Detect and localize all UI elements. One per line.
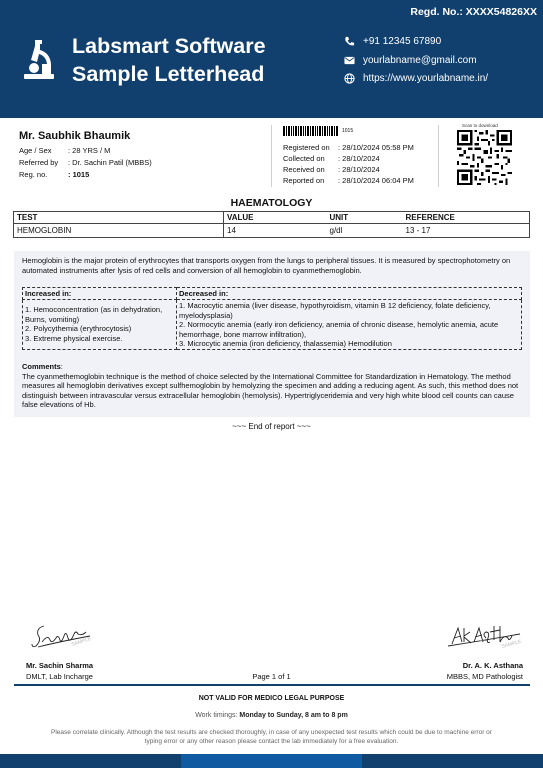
lab-name bbox=[72, 32, 266, 88]
phone-number: +91 12345 67890 bbox=[363, 36, 442, 47]
decreased-heading: Decreased in: bbox=[177, 288, 522, 300]
age-sex-label: Age / Sex bbox=[19, 146, 52, 155]
reported-value: : 28/10/2024 06:04 PM bbox=[338, 176, 414, 185]
received-on bbox=[283, 165, 380, 174]
not-valid-notice: NOT VALID FOR MEDICO LEGAL PURPOSE bbox=[198, 695, 345, 702]
contact-website bbox=[344, 73, 488, 84]
signature-right bbox=[446, 620, 524, 652]
test-unit: g/dl bbox=[327, 224, 403, 238]
signatory-right-name: Dr. A. K. Asthana bbox=[462, 661, 523, 670]
increased-list bbox=[23, 300, 177, 350]
globe-icon bbox=[344, 73, 355, 84]
results-header-row bbox=[14, 212, 530, 224]
list-item: 1. Macrocytic anemia (liver disease, hypothyroidism, vitamin B 12 deficiency, folate deficiency, myelodysplasia) bbox=[179, 301, 491, 320]
letterhead-header bbox=[0, 0, 543, 118]
lab-name-line2: Sample Letterhead bbox=[72, 62, 265, 86]
signatory-left-degree: DMLT, Lab Incharge bbox=[26, 672, 93, 681]
signatory-right-degree: MBBS, MD Pathologist bbox=[446, 672, 523, 681]
registered-value: : 28/10/2024 05:58 PM bbox=[338, 143, 414, 152]
increased-heading: Increased in: bbox=[23, 288, 177, 300]
footer-bar-accent bbox=[181, 754, 362, 768]
collected-value: : 28/10/2024 bbox=[338, 154, 380, 163]
phone-icon bbox=[344, 36, 355, 47]
registered-label: Registered on bbox=[283, 143, 330, 152]
page-number: Page 1 of 1 bbox=[252, 672, 291, 681]
test-value: 14 bbox=[224, 224, 327, 238]
column-header-value: VALUE bbox=[224, 212, 327, 224]
patient-reg-no bbox=[19, 170, 89, 179]
referred-value: : Dr. Sachin Patil (MBBS) bbox=[68, 158, 152, 167]
comments-heading: Comments bbox=[22, 362, 61, 371]
column-header-reference: REFERENCE bbox=[403, 212, 530, 224]
table-row bbox=[14, 224, 530, 238]
end-of-report: ~~~ End of report ~~~ bbox=[232, 422, 311, 431]
footer-divider bbox=[14, 684, 530, 686]
disclaimer: Please correlate clinically. Although the test results are checked thoroughly, in case of any unexpected test results which could be due to machine error or typing error or any other reason please contact the lab immediately for a free evaluation. bbox=[51, 729, 492, 745]
contact-phone bbox=[344, 36, 441, 47]
results-table bbox=[13, 211, 530, 238]
timings-label: Work timings: bbox=[195, 712, 238, 719]
comments-block: Comments: The cyanmethemoglobin technique is the method of choice selected by the International Committee for Standardization in Hematology. The method measures all hemoglobin derivatives except sulfhemoglobin by hemolyzing the specimen and adding a reducing agent. As such, this method does not distinguish between intravascular versus extracellular hemoglobin (hemolysis). Hypertriglyceridemia and very high white blood cell counts can cause false elevations of Hb. bbox=[22, 362, 522, 410]
received-value: : 28/10/2024 bbox=[338, 165, 380, 174]
list-item: 3. Microcytic anemia (iron deficiency, thalassemia) Hemodilution bbox=[179, 339, 392, 349]
comments-text: The cyanmethemoglobin technique is the method of choice selected by the International Committee for Standardization in Hematology. The method measures all hemoglobin derivatives except sulfhemoglobin by hemolyzing the specimen and adding a reducing agent. As such, this method does not distinguish between intravascular versus extracellular hemoglobin (hemolysis). Hypertriglyceridemia and very high white blood cell counts can cause false elevations of Hb. bbox=[22, 371, 519, 409]
svg-text:SAMPLE: SAMPLE bbox=[500, 638, 523, 650]
reported-label: Reported on bbox=[283, 176, 325, 185]
email-icon bbox=[344, 55, 355, 66]
decreased-list bbox=[177, 300, 522, 350]
collected-label: Collected on bbox=[283, 154, 325, 163]
email-address[interactable]: yourlabname@gmail.com bbox=[363, 55, 477, 66]
column-header-test: TEST bbox=[14, 212, 224, 224]
timings-value: Monday to Sunday, 8 am to 8 pm bbox=[239, 712, 348, 719]
test-description: Hemoglobin is the major protein of erythrocytes that transports oxygen from the lungs to peripheral tissues. It is measured by spectrophotometry on automated instruments after lysis of red cells and conversion of all hemoglobin to cyanmethemoglobin. bbox=[22, 256, 511, 275]
patient-referred-by bbox=[19, 158, 152, 167]
lab-name-line1: Labsmart Software bbox=[72, 34, 266, 58]
website-link[interactable]: https://www.yourlabname.in/ bbox=[363, 73, 489, 84]
column-header-unit: UNIT bbox=[327, 212, 403, 224]
reg-label: Reg. no. bbox=[19, 170, 48, 179]
test-reference: 13 - 17 bbox=[403, 224, 530, 238]
microscope-logo bbox=[22, 38, 56, 80]
barcode bbox=[283, 126, 339, 136]
divider bbox=[438, 125, 439, 187]
work-timings bbox=[0, 712, 543, 719]
list-item: 2. Normocytic anemia (early iron deficiency, anemia of chronic disease, hemolytic anemia, acute hemorrhage, bone marrow infiltration), bbox=[179, 320, 499, 339]
signature-left bbox=[28, 620, 98, 652]
interpretation-table bbox=[22, 287, 522, 350]
age-sex-value: : 28 YRS / M bbox=[68, 146, 111, 155]
registration-number: Regd. No.: XXXX54826XX bbox=[410, 6, 537, 18]
scan-label: Scan to download bbox=[462, 123, 498, 128]
referred-label: Referred by bbox=[19, 158, 59, 167]
footer-bar bbox=[0, 754, 543, 768]
received-label: Received on bbox=[283, 165, 325, 174]
list-item: 1. Hemoconcentration (as in dehydration, Burns, vomiting) bbox=[25, 305, 163, 324]
barcode-number: 1015 bbox=[342, 128, 354, 134]
qr-code[interactable] bbox=[457, 130, 512, 185]
patient-name: Mr. Saubhik Bhaumik bbox=[19, 130, 131, 142]
patient-age-sex bbox=[19, 146, 110, 155]
reg-value: : 1015 bbox=[68, 170, 90, 179]
signatory-left-name: Mr. Sachin Sharma bbox=[26, 661, 94, 670]
list-item: 3. Extreme physical exercise. bbox=[25, 333, 123, 343]
svg-text:SAMPLE: SAMPLE bbox=[70, 635, 92, 648]
collected-on bbox=[283, 154, 380, 163]
contact-email bbox=[344, 55, 477, 66]
list-item: 2. Polycythemia (erythrocytosis) bbox=[25, 324, 132, 334]
reported-on bbox=[283, 176, 414, 185]
registered-on bbox=[283, 143, 414, 152]
test-name: HEMOGLOBIN bbox=[14, 224, 224, 238]
divider bbox=[271, 125, 272, 187]
section-title: HAEMATOLOGY bbox=[230, 197, 313, 209]
